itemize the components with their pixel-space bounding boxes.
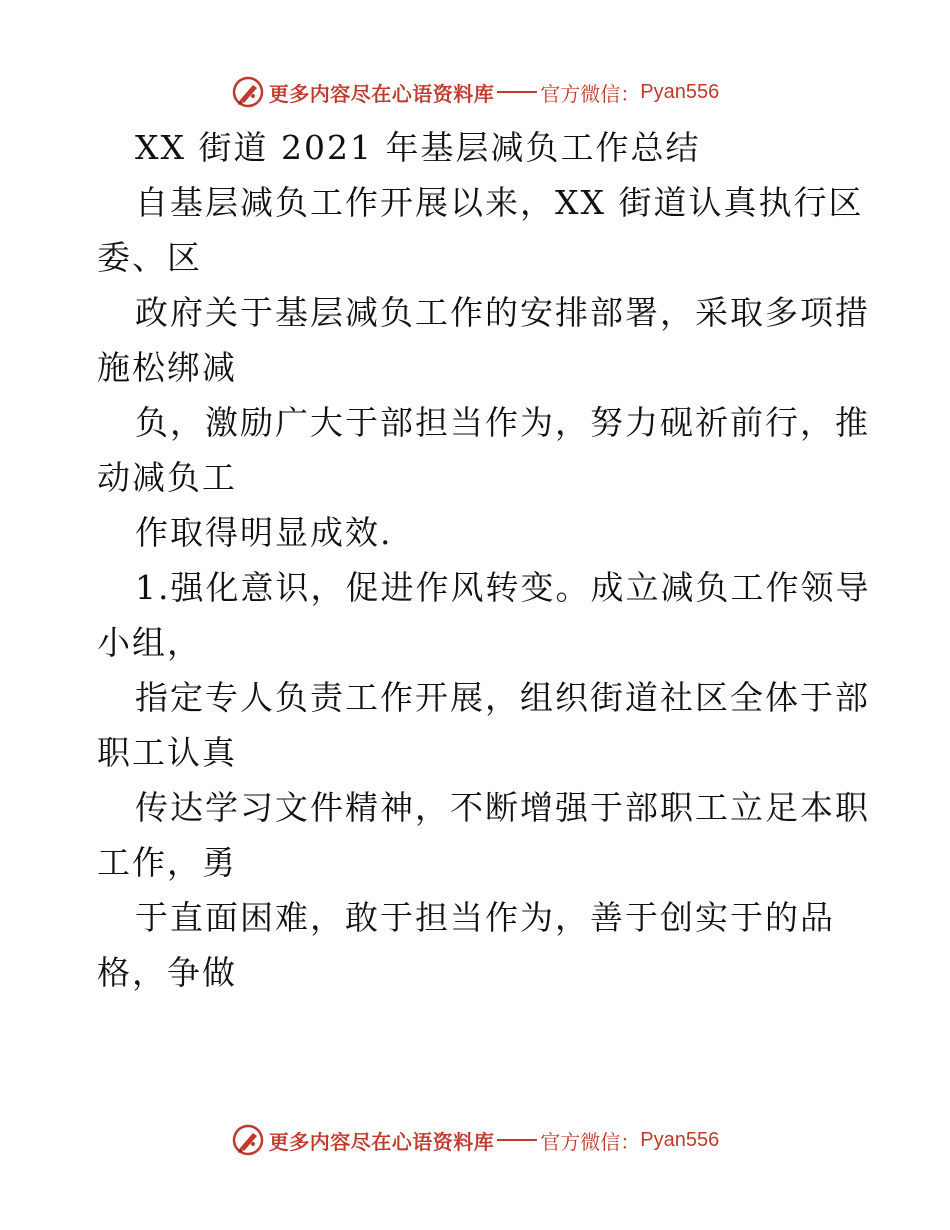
pen-logo-icon	[231, 1123, 265, 1157]
text-line: 小组，	[97, 623, 202, 662]
text-line: 于直面困难，敢于担当作为，善于创实于的品	[135, 898, 835, 937]
banner-dash	[497, 1139, 537, 1141]
banner-wechat-id: Pyan556	[640, 80, 720, 103]
footer-banner	[0, 1120, 950, 1160]
banner-sub-text: 官方微信：	[540, 1129, 641, 1154]
text-line: 政府关于基层减负工作的安排部署，采取多项措	[135, 293, 870, 332]
text-line: 施松绑减	[97, 348, 237, 387]
header-banner	[0, 72, 950, 112]
text-line: 动减负工	[97, 458, 237, 497]
pen-logo-icon	[231, 75, 265, 109]
text-line: 自基层减负工作开展以来，XX 街道认真执行区	[135, 183, 864, 222]
text-line: 格，争做	[97, 953, 237, 992]
text-line: 1.强化意识，促进作风转变。成立减负工作领导	[135, 568, 871, 607]
text-line: 指定专人负责工作开展，组织街道社区全体于部	[135, 678, 870, 717]
banner-dash	[497, 91, 537, 93]
text-line: 职工认真	[97, 733, 237, 772]
text-line: 负，激励广大于部担当作为，努力砚祈前行，推	[135, 403, 870, 442]
text-line: 传达学习文件精神，不断增强于部职工立足本职	[135, 788, 870, 827]
document-body	[97, 120, 871, 1000]
text-line: 委、区	[97, 238, 202, 277]
banner-wechat-id: Pyan556	[640, 1128, 720, 1151]
banner-main-text: 更多内容尽在心语资料库	[268, 1129, 495, 1154]
banner-sub-text: 官方微信：	[540, 81, 641, 106]
text-line: 作取得明显成效.	[135, 513, 393, 552]
banner-main-text: 更多内容尽在心语资料库	[268, 81, 495, 106]
text-line: 工作，勇	[97, 843, 237, 882]
document-title: XX 街道 2021 年基层减负工作总结	[135, 128, 701, 167]
